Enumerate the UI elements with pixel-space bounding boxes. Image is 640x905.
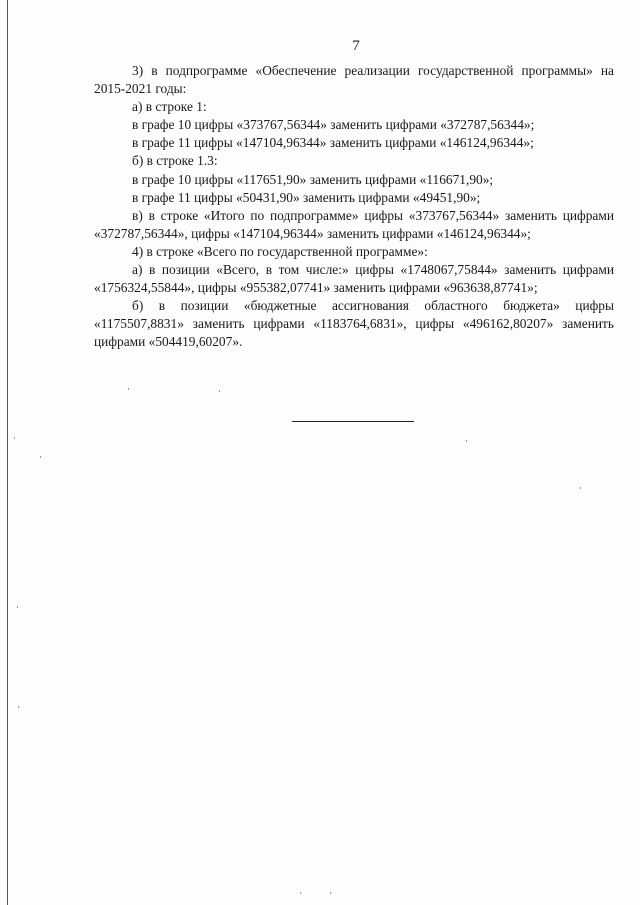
paragraph-row-1-col-10: в графе 10 цифры «373767,56344» заменить цифрами «372787,56344»; [132, 117, 535, 133]
paragraph-program-total-all: а) в позиции «Всего, в том числе:» цифры «1748067,75844» заменить цифрами «1756324,55844», цифры «955382,07741» заменить цифрами «963638,87741»; [94, 262, 614, 296]
paragraph-program-total-heading: 4) в строке «Всего по государственной программе»: [132, 243, 428, 259]
page-left-edge [7, 0, 8, 905]
scan-speck [219, 390, 220, 392]
paragraph-row-1-heading: а) в строке 1: [132, 99, 207, 115]
closing-separator-line [292, 421, 414, 422]
paragraph-subprogram-total: в) в строке «Итого по подпрограмме» цифры «373767,56344» заменить цифрами «372787,56344», цифры «147104,96344» заменить цифрами «146124,96344»; [94, 207, 614, 241]
paragraph-program-total-regional: б) в позиции «бюджетные ассигнования областного бюджета» цифры «1175507,8831» заменить цифрами «1183764,6831», цифры «496162,80207» заменить цифрами «504419,60207». [94, 298, 614, 350]
paragraph-row-1-3-col-10: в графе 10 цифры «117651,90» заменить цифрами «116671,90»; [132, 171, 494, 187]
scan-speck [580, 487, 581, 489]
paragraph-row-1-3-col-11: в графе 11 цифры «50431,90» заменить цифрами «49451,90»; [132, 189, 481, 205]
paragraph-row-1-col-11: в графе 11 цифры «147104,96344» заменить цифрами «146124,96344»; [132, 135, 534, 151]
page-number: 7 [352, 38, 360, 54]
scan-speck [466, 440, 467, 442]
paragraph-subprogram-3: 3) в подпрограмме «Обеспечение реализации государственной программы» на 2015-2021 годы: [94, 63, 614, 97]
scan-speck [300, 892, 301, 894]
scan-speck [14, 437, 15, 439]
scan-speck [17, 606, 18, 608]
scan-speck [18, 706, 19, 708]
scan-speck [40, 456, 41, 458]
document-body [94, 62, 614, 352]
scan-speck [128, 388, 129, 390]
paragraph-row-1-3-heading: б) в строке 1.3: [132, 153, 218, 169]
scan-speck [330, 892, 331, 894]
